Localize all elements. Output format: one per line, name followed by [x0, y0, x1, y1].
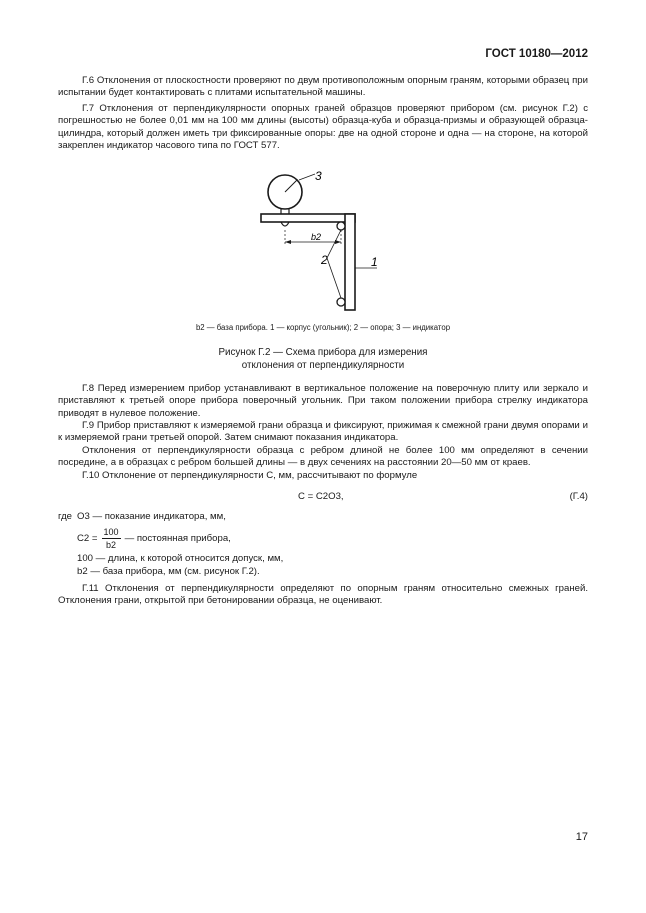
c2-fraction	[102, 526, 121, 552]
figure-legend: b2 — база прибора. 1 — корпус (угольник); 2 — опора; 3 — индикатор	[195, 323, 451, 332]
angle-body-vertical	[345, 214, 355, 310]
paragraph-g8: Г.8 Перед измерением прибор устанавливают в вертикальное положение на поверочную плиту или зеркало и приставляют к третьей опоре прибора поверочный угольник. При таком положении прибора стрелку индикатора приводят в нулевое положение.	[58, 383, 588, 419]
c2-denominator: b2	[106, 540, 117, 551]
figure-caption	[58, 347, 588, 372]
figure-label-1: 1	[371, 255, 378, 269]
leader-2-lower	[327, 258, 341, 298]
figure-label-b2: b2	[311, 232, 322, 242]
paragraph-g11: Г.11 Отклонения от перпендикулярности определяют по опорным граням относительно смежных граней. Отклонения грани, открытой при бетонировании образца, не оценивают.	[58, 583, 588, 607]
indicator-needle	[285, 180, 297, 192]
page-number: 17	[575, 831, 588, 843]
paragraph-g7: Г.7 Отклонения от перпендикулярности опорных граней образцов проверяют прибором (см. рисунок Г.2) с погрешностью не более 0,01 мм на 100 мм длины (высоты) образца-куба и образца-призмы и образующей образца-цилиндра, который должен иметь три фиксированные опоры: две на одной стороне и одна — на стороне, на которой закреплен индикатор часового типа по ГОСТ 577.	[58, 103, 588, 152]
formula-number: (Г.4)	[569, 491, 588, 502]
formula-g4	[58, 491, 588, 505]
paragraph-g9b: Отклонения от перпендикулярности образца с ребром длиной не более 100 мм определяют в сечении посредине, а в образцах с ребром большей длины — в двух сечениях на расстоянии 20—50 мм от краев.	[58, 445, 588, 469]
support-upper	[337, 222, 345, 230]
paragraph-g6: Г.6 Отклонения от плоскостности проверяют по двум противоположным опорным граням, которыми образец при испытании будет контактировать с плитами испытательной машины.	[58, 75, 588, 99]
definition-b2: b2 — база прибора, мм (см. рисунок Г.2).	[77, 566, 260, 577]
c2-definition: — постоянная прибора,	[124, 532, 231, 544]
figure-caption-line2: отклонения от перпендикулярности	[241, 359, 405, 371]
c2-numerator: 100	[102, 526, 121, 539]
leader-2-upper	[327, 230, 341, 258]
support-lower	[337, 298, 345, 306]
figure-caption-line1: Рисунок Г.2 — Схема прибора для измерения	[218, 347, 428, 358]
formula-expression: C = C2O3,	[298, 491, 344, 502]
figure-g2-diagram	[255, 170, 395, 320]
figure-label-2: 2	[321, 253, 328, 267]
angle-body-horizontal	[261, 214, 355, 222]
definition-o3: O3 — показание индикатора, мм,	[77, 511, 226, 522]
definition-c2	[77, 526, 231, 552]
document-header: ГОСТ 10180—2012	[485, 48, 588, 60]
paragraph-g10: Г.10 Отклонение от перпендикулярности С, мм, рассчитывают по формуле	[82, 470, 418, 481]
figure-label-3: 3	[315, 170, 322, 183]
perpendicularity-device-schematic	[255, 170, 395, 320]
leader-3	[299, 174, 315, 180]
definition-100: 100 — длина, к которой относится допуск, мм,	[77, 553, 284, 564]
paragraph-g9: Г.9 Прибор приставляют к измеряемой грани образца и фиксируют, прижимая к смежной грани двумя опорами и к измеряемой грани третьей опорой. Затем снимают показания индикатора.	[58, 420, 588, 444]
where-word: где	[58, 511, 73, 522]
c2-lhs: C2 =	[77, 532, 98, 544]
